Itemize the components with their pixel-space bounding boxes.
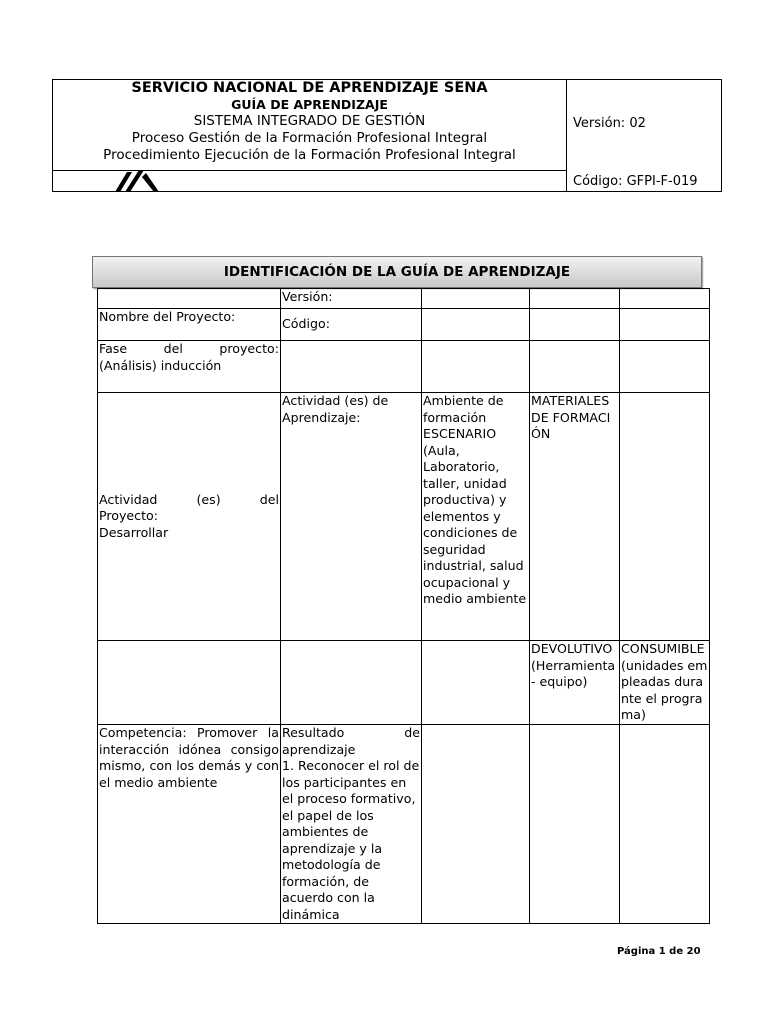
- table-row: [98, 289, 710, 309]
- table-cell: [620, 309, 710, 341]
- learning-environment-cell: Ambiente de formación ESCENARIO (Aula, Laboratorio, taller, unidad productiva) y elementos y condiciones de seguridad industrial, salud ocupacional y medio ambiente: [422, 393, 530, 641]
- project-activity-line2: Proyecto:: [99, 508, 158, 524]
- table-cell: [422, 309, 530, 341]
- version-label: Versión: 02: [573, 116, 646, 131]
- learning-outcome-cell: [281, 725, 422, 924]
- code-cell: Código:: [281, 309, 422, 341]
- table-cell: [530, 309, 620, 341]
- identification-table: [97, 288, 710, 924]
- project-phase-line1: Fase del proyecto:: [99, 341, 279, 356]
- section-title: IDENTIFICACIÓN DE LA GUÍA DE APRENDIZAJE: [223, 264, 571, 280]
- learning-outcome-line2: aprendizaje: [282, 741, 356, 757]
- table-cell: [422, 341, 530, 393]
- returnable-cell: DEVOLUTIVO (Herramienta - equipo): [530, 641, 620, 725]
- table-cell: [281, 341, 422, 393]
- header-title-block: [53, 80, 567, 191]
- consumable-cell: CONSUMIBLE (unidades empleadas durante el programa): [620, 641, 710, 725]
- training-materials-cell: MATERIALES DE FORMACIÓN: [530, 393, 620, 641]
- table-row: [98, 641, 710, 725]
- table-cell: [422, 641, 530, 725]
- sena-logo-icon: [113, 170, 161, 192]
- learning-outcome-line1: Resultado de: [282, 725, 420, 740]
- project-activity-line3: Desarrollar: [99, 524, 169, 540]
- learning-activity-cell: Actividad (es) de Aprendizaje:: [281, 393, 422, 641]
- document-header: [52, 79, 722, 192]
- code-label: Código: GFPI-F-019: [573, 174, 698, 189]
- institution-name: SERVICIO NACIONAL DE APRENDIZAJE SENA: [131, 80, 488, 96]
- table-cell: [281, 641, 422, 725]
- table-row: [98, 309, 710, 341]
- system-name: SISTEMA INTEGRADO DE GESTIÓN: [193, 113, 426, 129]
- guide-title: GUÍA DE APRENDIZAJE: [231, 97, 388, 112]
- process-name: Proceso Gestión de la Formación Profesional Integral: [131, 130, 488, 146]
- section-title-bar: [92, 256, 702, 288]
- table-cell: [422, 725, 530, 924]
- procedure-name: Procedimiento Ejecución de la Formación Profesional Integral: [103, 147, 516, 163]
- version-cell: Versión:: [281, 289, 422, 309]
- project-phase-line2: (Análisis) inducción: [99, 357, 222, 373]
- competence-cell: Competencia: Promover la interacción idónea consigo mismo, con los demás y con el medio ambiente: [98, 725, 281, 924]
- table-cell: [620, 725, 710, 924]
- project-activity-line1: Actividad (es) del: [99, 491, 279, 507]
- table-cell: [620, 341, 710, 393]
- project-activity-cell: [98, 393, 281, 641]
- table-cell: [98, 289, 281, 309]
- table-row: [98, 341, 710, 393]
- page-number: Página 1 de 20: [617, 946, 701, 957]
- table-cell: [530, 341, 620, 393]
- table-cell: [530, 289, 620, 309]
- table-cell: [620, 289, 710, 309]
- project-phase-cell: [98, 341, 281, 393]
- table-cell: [620, 393, 710, 641]
- table-cell: [98, 641, 281, 725]
- project-name-cell: Nombre del Proyecto:: [98, 309, 281, 341]
- table-row: [98, 725, 710, 924]
- header-meta-block: [567, 80, 722, 191]
- table-row: [98, 393, 710, 641]
- table-cell: [530, 725, 620, 924]
- learning-outcome-text: 1. Reconocer el rol de los participantes en el proceso formativo, el papel de los ambientes de aprendizaje y la metodología de formación, de acuerdo con la dinámica: [282, 758, 420, 922]
- table-cell: [422, 289, 530, 309]
